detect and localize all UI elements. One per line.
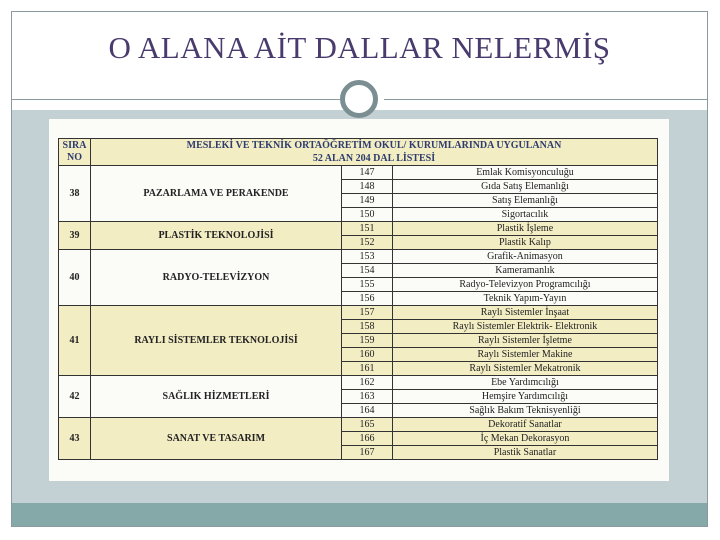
- dal-code-cell: 165: [342, 418, 393, 432]
- dal-code-cell: 151: [342, 222, 393, 236]
- bottom-band: [12, 503, 707, 526]
- dal-name-cell: Ebe Yardımcılığı: [392, 376, 657, 390]
- dal-code-cell: 158: [342, 320, 393, 334]
- alan-no-cell: 39: [59, 222, 91, 250]
- dal-name-cell: Plastik Sanatlar: [392, 446, 657, 460]
- alan-no-cell: 43: [59, 418, 91, 460]
- alan-no-cell: 41: [59, 306, 91, 376]
- dal-code-cell: 159: [342, 334, 393, 348]
- dal-name-cell: Gıda Satış Elemanlığı: [392, 180, 657, 194]
- dal-name-cell: Raylı Sistemler İnşaat: [392, 306, 657, 320]
- dal-code-cell: 152: [342, 236, 393, 250]
- dal-code-cell: 148: [342, 180, 393, 194]
- title-divider-right-end: [526, 99, 708, 100]
- dal-code-cell: 155: [342, 278, 393, 292]
- dal-name-cell: Raylı Sistemler Makine: [392, 348, 657, 362]
- dal-code-cell: 147: [342, 166, 393, 180]
- dal-code-cell: 156: [342, 292, 393, 306]
- alan-dal-table: [58, 138, 658, 460]
- table-title-line-1: MESLEKİ VE TEKNİK ORTAÖĞRETİM OKUL/ KURUMLARINDA UYGULANAN: [186, 140, 562, 151]
- dal-name-cell: Teknik Yapım-Yayın: [392, 292, 657, 306]
- dal-name-cell: Sağlık Bakım Teknisyenliği: [392, 404, 657, 418]
- dal-code-cell: 150: [342, 208, 393, 222]
- dal-code-cell: 167: [342, 446, 393, 460]
- dal-name-cell: Raylı Sistemler İşletme: [392, 334, 657, 348]
- dal-code-cell: 149: [342, 194, 393, 208]
- dal-code-cell: 164: [342, 404, 393, 418]
- dal-name-cell: Plastik İşleme: [392, 222, 657, 236]
- table-title-line-2: 52 ALAN 204 DAL LİSTESİ: [312, 153, 436, 164]
- slide-title: O ALANA AİT DALLAR NELERMİŞ: [108, 30, 611, 65]
- dal-name-cell: Dekoratif Sanatlar: [392, 418, 657, 432]
- alan-name-cell: PLASTİK TEKNOLOJİSİ: [90, 222, 341, 250]
- dal-code-cell: 162: [342, 376, 393, 390]
- sira-no-header: SIRA NO: [59, 139, 91, 166]
- dal-name-cell: Raylı Sistemler Mekatronik: [392, 362, 657, 376]
- dal-code-cell: 161: [342, 362, 393, 376]
- dal-code-cell: 153: [342, 250, 393, 264]
- dal-code-cell: 154: [342, 264, 393, 278]
- dal-name-cell: İç Mekan Dekorasyon: [392, 432, 657, 446]
- table-header-row: [59, 139, 658, 166]
- dal-name-cell: Grafik-Animasyon: [392, 250, 657, 264]
- divider-circle-ornament: [340, 80, 378, 118]
- dal-name-cell: Hemşire Yardımcılığı: [392, 390, 657, 404]
- alan-no-cell: 42: [59, 376, 91, 418]
- alan-name-cell: RADYO-TELEVİZYON: [90, 250, 341, 306]
- title-divider-right: [384, 99, 526, 100]
- table-body: [59, 166, 658, 460]
- dal-name-cell: Radyo-Televizyon Programcılığı: [392, 278, 657, 292]
- alan-name-cell: SANAT VE TASARIM: [90, 418, 341, 460]
- table-row: [59, 222, 658, 236]
- table-row: [59, 418, 658, 432]
- dal-name-cell: Kameramanlık: [392, 264, 657, 278]
- alan-name-cell: PAZARLAMA VE PERAKENDE: [90, 166, 341, 222]
- alan-name-cell: RAYLI SİSTEMLER TEKNOLOJİSİ: [90, 306, 341, 376]
- dal-name-cell: Sigortacılık: [392, 208, 657, 222]
- table-row: [59, 166, 658, 180]
- table-title-header: [90, 139, 657, 166]
- table-row: [59, 306, 658, 320]
- dal-code-cell: 157: [342, 306, 393, 320]
- dal-code-cell: 160: [342, 348, 393, 362]
- alan-no-cell: 38: [59, 166, 91, 222]
- alan-no-cell: 40: [59, 250, 91, 306]
- table-row: [59, 376, 658, 390]
- dal-code-cell: 163: [342, 390, 393, 404]
- dal-name-cell: Emlak Komisyonculuğu: [392, 166, 657, 180]
- dal-name-cell: Raylı Sistemler Elektrik- Elektronik: [392, 320, 657, 334]
- dal-name-cell: Plastik Kalıp: [392, 236, 657, 250]
- dal-code-cell: 166: [342, 432, 393, 446]
- alan-name-cell: SAĞLIK HİZMETLERİ: [90, 376, 341, 418]
- table-row: [59, 250, 658, 264]
- dal-name-cell: Satış Elemanlığı: [392, 194, 657, 208]
- title-divider-left: [11, 99, 341, 100]
